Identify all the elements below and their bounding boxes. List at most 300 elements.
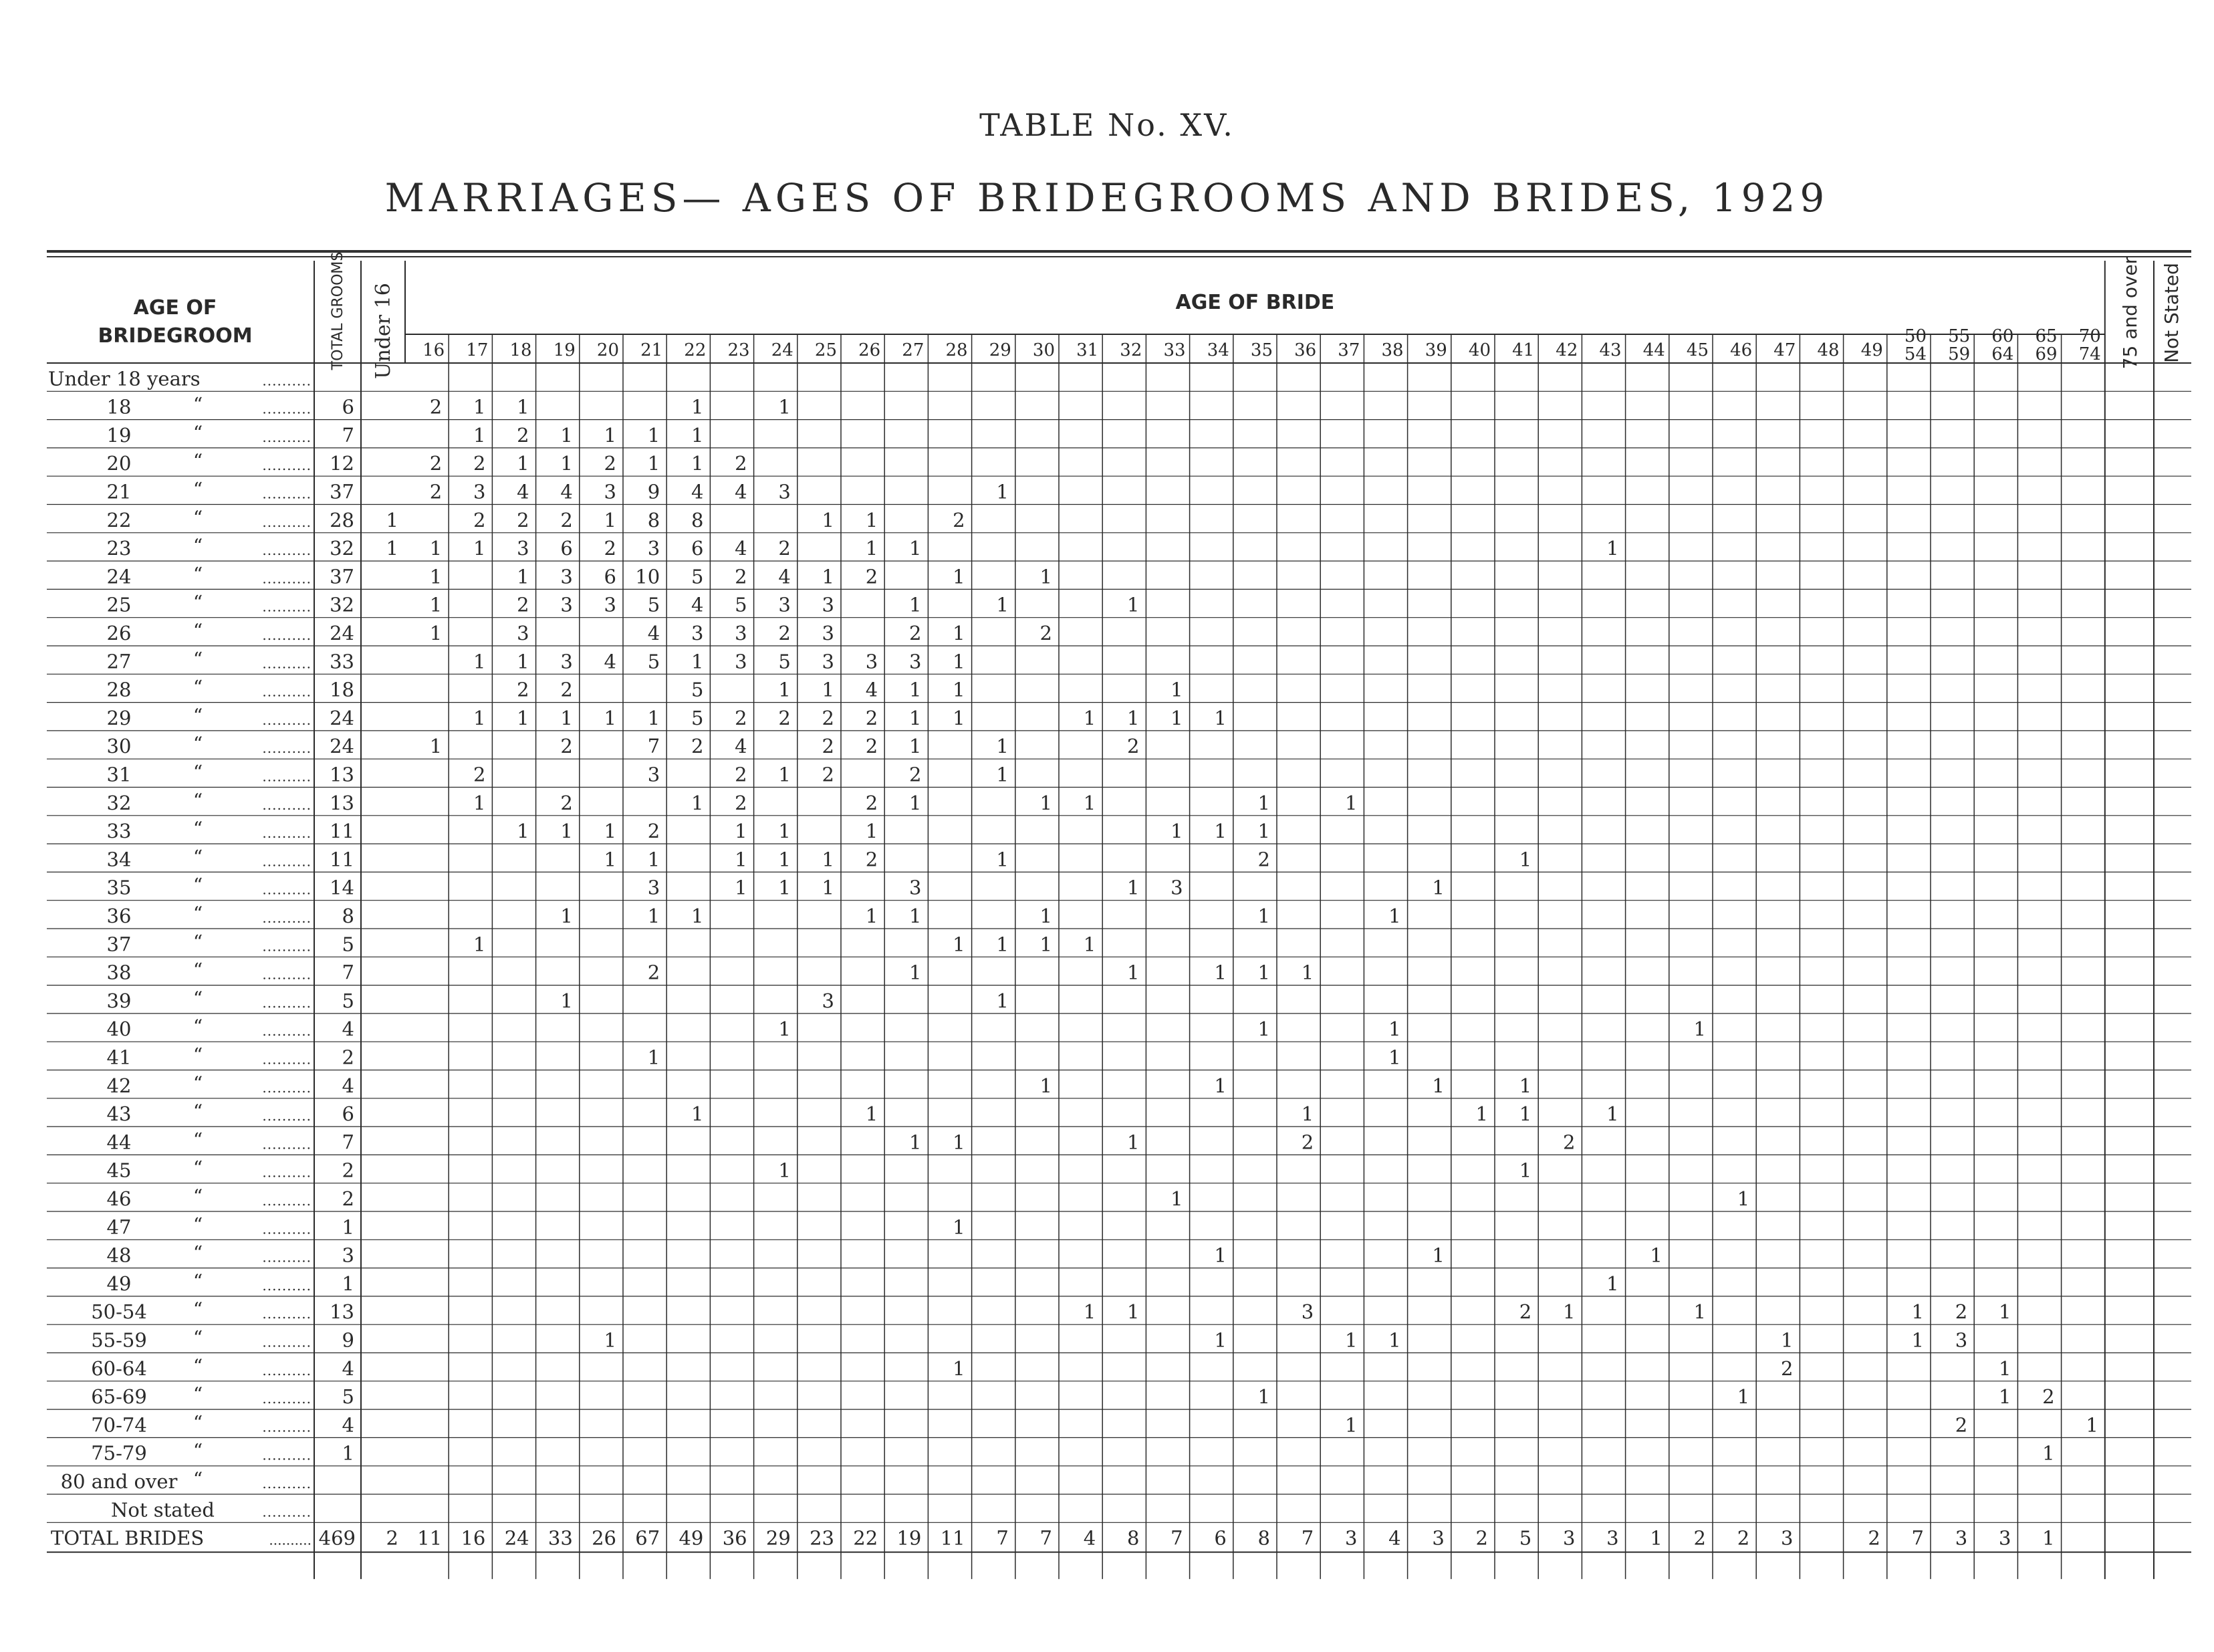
cell-value: 2: [517, 593, 529, 616]
bride-total: 3: [1432, 1526, 1445, 1550]
age-col-head-lower: 74: [2078, 344, 2101, 364]
age-col-head-lower: 69: [2035, 344, 2058, 364]
cell-value: 1: [1126, 706, 1140, 729]
row-label: Not stated: [111, 1498, 215, 1522]
cell-value: 1: [604, 820, 616, 843]
age-col-head: 29: [989, 340, 1011, 360]
cell-value: 5: [691, 565, 704, 588]
cell-value: 1: [908, 961, 922, 984]
bride-total: 23: [810, 1526, 834, 1550]
groom-total: 12: [330, 452, 354, 475]
cell-value: 1: [822, 565, 834, 588]
cell-value: 1: [1214, 961, 1227, 984]
groom-total: 3: [342, 1244, 354, 1267]
cell-value: 1: [1519, 1102, 1532, 1126]
leader-dots: ..........: [262, 457, 312, 474]
row-label: 47: [106, 1215, 132, 1239]
ditto-mark: “: [193, 563, 203, 586]
cell-value: 2: [822, 763, 834, 786]
cell-value: 2: [691, 735, 704, 758]
ditto-mark: “: [193, 648, 203, 671]
age-col-head: 30: [1032, 340, 1055, 360]
leader-dots: ..........: [262, 1334, 312, 1350]
cell-value: 1: [1257, 820, 1270, 843]
cell-value: 1: [604, 706, 616, 729]
cell-value: 1: [2042, 1441, 2055, 1465]
leader-dots: ..........: [262, 1221, 312, 1237]
cell-value: 2: [865, 706, 878, 729]
cell-value: 1: [778, 395, 791, 419]
leader-dots: ..........: [262, 938, 312, 955]
age-col-head: 16: [422, 340, 445, 360]
bride-total: 7: [996, 1526, 1009, 1550]
cell-value: 4: [517, 480, 529, 503]
leader-dots: ..........: [262, 1079, 312, 1096]
cell-value: 1: [778, 763, 791, 786]
cell-value: 1: [1693, 1018, 1706, 1041]
ditto-mark: “: [193, 1298, 203, 1321]
groom-total: 24: [330, 735, 354, 758]
ditto-mark: “: [193, 818, 203, 840]
cell-value: 1: [604, 508, 616, 532]
age-col-head: 22: [684, 340, 707, 360]
cell-value: 5: [647, 593, 660, 616]
cell-value: 1: [822, 876, 834, 899]
groom-total: 11: [330, 820, 354, 843]
bride-total: 36: [722, 1526, 747, 1550]
cell-value: 2: [1126, 735, 1140, 758]
cell-value: 3: [735, 622, 747, 644]
age-col-head: 32: [1120, 340, 1142, 360]
row-label: 39: [106, 989, 132, 1012]
cell-value: 3: [865, 650, 878, 673]
bride-total: 26: [592, 1526, 616, 1550]
cell-value: 1: [996, 848, 1009, 871]
leader-dots: ..........: [269, 1532, 312, 1548]
cell-value: 1: [604, 423, 616, 447]
cell-value: 1: [647, 848, 660, 871]
cell-value: 2: [560, 678, 573, 701]
cell-value: 6: [604, 565, 616, 588]
cell-value: 1: [1432, 1244, 1445, 1267]
cell-value: 4: [735, 537, 747, 560]
cell-value: 1: [1519, 1159, 1532, 1182]
bride-total: 3: [1562, 1526, 1576, 1550]
cell-value: 2: [822, 706, 834, 729]
age-col-head: 44: [1642, 340, 1665, 360]
cell-value: 6: [560, 537, 573, 560]
leader-dots: ..........: [262, 825, 312, 842]
cell-value: 1: [1126, 593, 1140, 616]
cell-value: 9: [647, 480, 660, 503]
cell-value: 1: [1039, 791, 1052, 814]
cell-value: 3: [908, 650, 922, 673]
bride-total: 7: [1911, 1526, 1924, 1550]
cell-value: 1: [1780, 1328, 1794, 1352]
leader-dots: ..........: [262, 740, 312, 757]
age-col-head: 48: [1817, 340, 1840, 360]
cell-value: 1: [1214, 1244, 1227, 1267]
groom-total: 2: [342, 1159, 354, 1182]
cell-value: 1: [517, 565, 529, 588]
cell-value: 1: [1998, 1356, 2011, 1380]
ditto-mark: “: [193, 1129, 203, 1151]
cell-value: 2: [778, 537, 791, 560]
groom-total: 28: [330, 508, 354, 532]
row-label: 34: [106, 848, 132, 871]
ditto-mark: “: [193, 1270, 203, 1292]
age-col-head: 36: [1294, 340, 1317, 360]
age-col-head: 46: [1730, 340, 1753, 360]
age-col-head: 38: [1381, 340, 1404, 360]
cell-value: 3: [778, 480, 791, 503]
cell-value: 6: [691, 537, 704, 560]
cell-value: 1: [908, 905, 922, 927]
row-label: 43: [106, 1102, 132, 1126]
bride-total: 1: [1650, 1526, 1663, 1550]
table-title: MARRIAGES— AGES OF BRIDEGROOMS AND BRIDES, 1929: [384, 175, 1830, 221]
age-col-head: 40: [1468, 340, 1491, 360]
age-col-head: 26: [858, 340, 881, 360]
cell-value: 2: [517, 678, 529, 701]
ditto-mark: “: [193, 1383, 203, 1406]
groom-total: 4: [342, 1018, 354, 1041]
cell-value: 2: [865, 848, 878, 871]
row-label: 19: [106, 423, 132, 447]
cell-value: 2: [735, 452, 747, 475]
cell-value: 1: [953, 622, 965, 644]
groom-total: 1: [342, 1272, 354, 1295]
cell-value: 3: [517, 622, 529, 644]
ditto-mark: “: [193, 874, 203, 897]
ditto-mark: “: [193, 1468, 203, 1490]
table-number: TABLE No. XV.: [979, 107, 1235, 143]
cell-value: 1: [953, 565, 965, 588]
age-col-head: 43: [1599, 340, 1622, 360]
cell-value: 1: [1301, 1102, 1314, 1126]
groom-total: 11: [330, 848, 354, 871]
bride-total: 3: [1344, 1526, 1358, 1550]
age-col-head: 21: [640, 340, 663, 360]
row-label: 32: [106, 791, 132, 814]
cell-value: 1: [1388, 905, 1401, 927]
cell-value: 2: [953, 508, 965, 532]
age-col-head: 39: [1425, 340, 1447, 360]
groom-total: 14: [330, 876, 354, 899]
cell-value: 1: [1519, 848, 1532, 871]
groom-total: 6: [342, 395, 354, 419]
cell-value: 1: [691, 1102, 704, 1126]
bride-total: 8: [1257, 1526, 1270, 1550]
ditto-mark: “: [193, 1185, 203, 1207]
cell-value: 1: [429, 622, 443, 644]
cell-value: 1: [953, 1131, 965, 1154]
row-label: 37: [106, 933, 132, 956]
bride-total: 67: [635, 1526, 660, 1550]
bride-total: 29: [765, 1526, 791, 1550]
cell-value: 1: [473, 537, 486, 560]
row-label: 27: [106, 650, 132, 673]
groom-head-line1: AGE OF: [133, 296, 217, 320]
age-col-head: 41: [1512, 340, 1535, 360]
leader-dots: ..........: [262, 1419, 312, 1435]
cell-value: 1: [908, 593, 922, 616]
cell-value: 1: [1650, 1244, 1663, 1267]
cell-value: 1: [1998, 1385, 2011, 1409]
cell-value: 1: [691, 395, 704, 419]
age-col-head-lower: 54: [1904, 344, 1927, 364]
leader-dots: ..........: [262, 627, 312, 643]
ditto-mark: “: [193, 987, 203, 1010]
cell-value: 1: [647, 905, 660, 927]
age-col-head-lower: 59: [1948, 344, 1971, 364]
cell-value: 1: [1126, 961, 1140, 984]
cell-value: 3: [517, 537, 529, 560]
leader-dots: ..........: [262, 881, 312, 898]
groom-total: 5: [342, 1385, 354, 1409]
age-col-head-lower: 64: [1991, 344, 2014, 364]
cell-value: 1: [691, 650, 704, 673]
leader-dots: ..........: [262, 1136, 312, 1153]
row-label: 23: [106, 537, 132, 560]
cell-value: 2: [1257, 848, 1270, 871]
leader-dots: ..........: [262, 372, 312, 389]
leader-dots: ..........: [262, 1108, 312, 1125]
groom-total: 2: [342, 1187, 354, 1210]
cell-value: 1: [1257, 905, 1270, 927]
bride-total: 11: [417, 1526, 443, 1550]
cell-value: 2: [604, 452, 616, 475]
groom-total: 37: [330, 565, 354, 588]
row-label: 46: [106, 1187, 132, 1210]
row-label: 21: [106, 480, 132, 503]
row-label: 28: [106, 678, 132, 701]
bride-total: 3: [1955, 1526, 1968, 1550]
ditto-mark: “: [193, 506, 203, 529]
cell-value: 1: [996, 735, 1009, 758]
age-col-head: 34: [1207, 340, 1229, 360]
cell-value: 1: [1344, 791, 1358, 814]
row-label: 65-69: [91, 1385, 147, 1409]
ditto-mark: “: [193, 1242, 203, 1264]
leader-dots: ..........: [262, 1504, 312, 1520]
row-label: 48: [106, 1244, 132, 1267]
cell-value: 3: [691, 622, 704, 644]
cell-value: 2: [822, 735, 834, 758]
age-col-head: 35: [1250, 340, 1273, 360]
bride-total: 8: [1126, 1526, 1140, 1550]
cell-value: 8: [647, 508, 660, 532]
cell-value: 4: [778, 565, 791, 588]
cell-value: 1: [647, 1046, 660, 1069]
leader-dots: ..........: [262, 1023, 312, 1040]
cell-value: 1: [473, 650, 486, 673]
groom-total: 7: [342, 1131, 354, 1154]
bride-total: 2: [1475, 1526, 1488, 1550]
ditto-mark: “: [193, 478, 203, 501]
cell-value: 2: [735, 565, 747, 588]
cell-value: 1: [1039, 905, 1052, 927]
cell-value: 1: [908, 537, 922, 560]
row-label: 26: [106, 622, 132, 644]
groom-total: 4: [342, 1074, 354, 1097]
cell-value: 1: [429, 735, 443, 758]
cell-value: 1: [1388, 1018, 1401, 1041]
cell-value: 10: [635, 565, 660, 588]
cell-value: 1: [822, 678, 834, 701]
ditto-mark: “: [193, 903, 203, 925]
cell-value: 2: [778, 622, 791, 644]
cell-value: 2: [429, 395, 443, 419]
bride-total: 7: [1171, 1526, 1183, 1550]
cell-value: 1: [996, 763, 1009, 786]
total-grooms-head: TOTAL GROOMS: [330, 251, 346, 370]
row-label: 25: [106, 593, 132, 616]
leader-dots: ..........: [262, 1164, 312, 1181]
cell-value: 1: [386, 537, 398, 560]
leader-dots: ..........: [262, 1277, 312, 1294]
cell-value: 3: [560, 650, 573, 673]
cell-value: 1: [1214, 706, 1227, 729]
over75-head: 75 and over: [2119, 256, 2141, 370]
cell-value: 3: [647, 537, 660, 560]
leader-dots: ..........: [262, 513, 312, 530]
age-col-head: 60: [1991, 326, 2014, 346]
cell-value: 1: [1039, 1074, 1052, 1097]
ditto-mark: “: [193, 1326, 203, 1349]
groom-total: 5: [342, 989, 354, 1012]
leader-dots: ..........: [262, 1306, 312, 1322]
leader-dots: ..........: [262, 598, 312, 615]
row-label: 80 and over: [60, 1470, 178, 1493]
cell-value: 8: [691, 508, 704, 532]
cell-value: 1: [604, 1328, 616, 1352]
cell-value: 3: [473, 480, 486, 503]
groom-total: 5: [342, 933, 354, 956]
cell-value: 1: [865, 537, 878, 560]
cell-value: 1: [822, 848, 834, 871]
cell-value: 1: [1606, 537, 1619, 560]
groom-total: 13: [330, 1300, 354, 1324]
age-col-head: 24: [771, 340, 793, 360]
cell-value: 1: [778, 1018, 791, 1041]
ditto-mark: “: [193, 620, 203, 642]
leader-dots: ..........: [262, 910, 312, 926]
age-col-head: 70: [2078, 326, 2101, 346]
cell-value: 1: [996, 593, 1009, 616]
bride-total: 24: [504, 1526, 529, 1550]
cell-value: 1: [1737, 1187, 1750, 1210]
cell-value: 1: [473, 933, 486, 956]
cell-value: 1: [1214, 820, 1227, 843]
cell-value: 1: [560, 706, 573, 729]
cell-value: 1: [1214, 1328, 1227, 1352]
cell-value: 1: [517, 820, 529, 843]
cell-value: 2: [1301, 1131, 1314, 1154]
cell-value: 3: [604, 593, 616, 616]
cell-value: 4: [647, 622, 660, 644]
row-label: 29: [106, 706, 132, 729]
cell-value: 2: [473, 763, 486, 786]
cell-value: 1: [560, 820, 573, 843]
cell-value: 1: [1083, 933, 1096, 956]
cell-value: 1: [1257, 791, 1270, 814]
ditto-mark: “: [193, 1016, 203, 1038]
cell-value: 3: [908, 876, 922, 899]
ditto-mark: “: [193, 1439, 203, 1462]
cell-value: 1: [778, 876, 791, 899]
row-label: 55-59: [91, 1328, 147, 1352]
cell-value: 1: [473, 423, 486, 447]
grand-total: 469: [318, 1526, 356, 1550]
cell-value: 2: [517, 423, 529, 447]
leader-dots: ..........: [262, 1476, 312, 1492]
bride-total: 2: [1693, 1526, 1706, 1550]
row-label: 33: [106, 820, 132, 843]
under16-head: Under 16: [372, 283, 395, 379]
cell-value: 1: [953, 650, 965, 673]
bride-total: 16: [461, 1526, 486, 1550]
age-col-head: 45: [1686, 340, 1709, 360]
cell-value: 2: [560, 508, 573, 532]
cell-value: 2: [647, 820, 660, 843]
row-label: 41: [106, 1046, 132, 1069]
cell-value: 1: [1911, 1300, 1924, 1324]
cell-value: 2: [1562, 1131, 1576, 1154]
cell-value: 2: [429, 452, 443, 475]
leader-dots: ..........: [262, 796, 312, 813]
cell-value: 2: [473, 452, 486, 475]
bride-total: 4: [1388, 1526, 1401, 1550]
cell-value: 4: [735, 480, 747, 503]
cell-value: 1: [1083, 706, 1096, 729]
age-col-head: 50: [1904, 326, 1927, 346]
cell-value: 5: [691, 706, 704, 729]
cell-value: 5: [735, 593, 747, 616]
leader-dots: ..........: [262, 966, 312, 983]
age-col-head: 49: [1860, 340, 1883, 360]
ditto-mark: “: [193, 959, 203, 981]
groom-head-line2: BRIDEGROOM: [98, 324, 253, 348]
cell-value: 2: [735, 763, 747, 786]
cell-value: 2: [429, 480, 443, 503]
cell-value: 1: [996, 989, 1009, 1012]
row-label: 45: [106, 1159, 132, 1182]
cell-value: 3: [647, 876, 660, 899]
cell-value: 1: [908, 735, 922, 758]
cell-value: 1: [604, 848, 616, 871]
cell-value: 1: [822, 508, 834, 532]
leader-dots: ..........: [262, 853, 312, 870]
cell-value: 3: [822, 593, 834, 616]
cell-value: 3: [778, 593, 791, 616]
cell-value: 1: [953, 1356, 965, 1380]
cell-value: 3: [735, 650, 747, 673]
cell-value: 1: [429, 537, 443, 560]
ditto-mark: “: [193, 535, 203, 558]
cell-value: 1: [1039, 565, 1052, 588]
bride-total: 3: [1606, 1526, 1619, 1550]
bride-total: 7: [1301, 1526, 1314, 1550]
bride-head: AGE OF BRIDE: [1175, 291, 1335, 314]
row-label: 31: [106, 763, 132, 786]
cell-value: 2: [560, 735, 573, 758]
leader-dots: ..........: [262, 655, 312, 672]
cell-value: 1: [1737, 1385, 1750, 1409]
ditto-mark: “: [193, 1072, 203, 1094]
leader-dots: ..........: [262, 1249, 312, 1266]
leader-dots: ..........: [262, 485, 312, 502]
